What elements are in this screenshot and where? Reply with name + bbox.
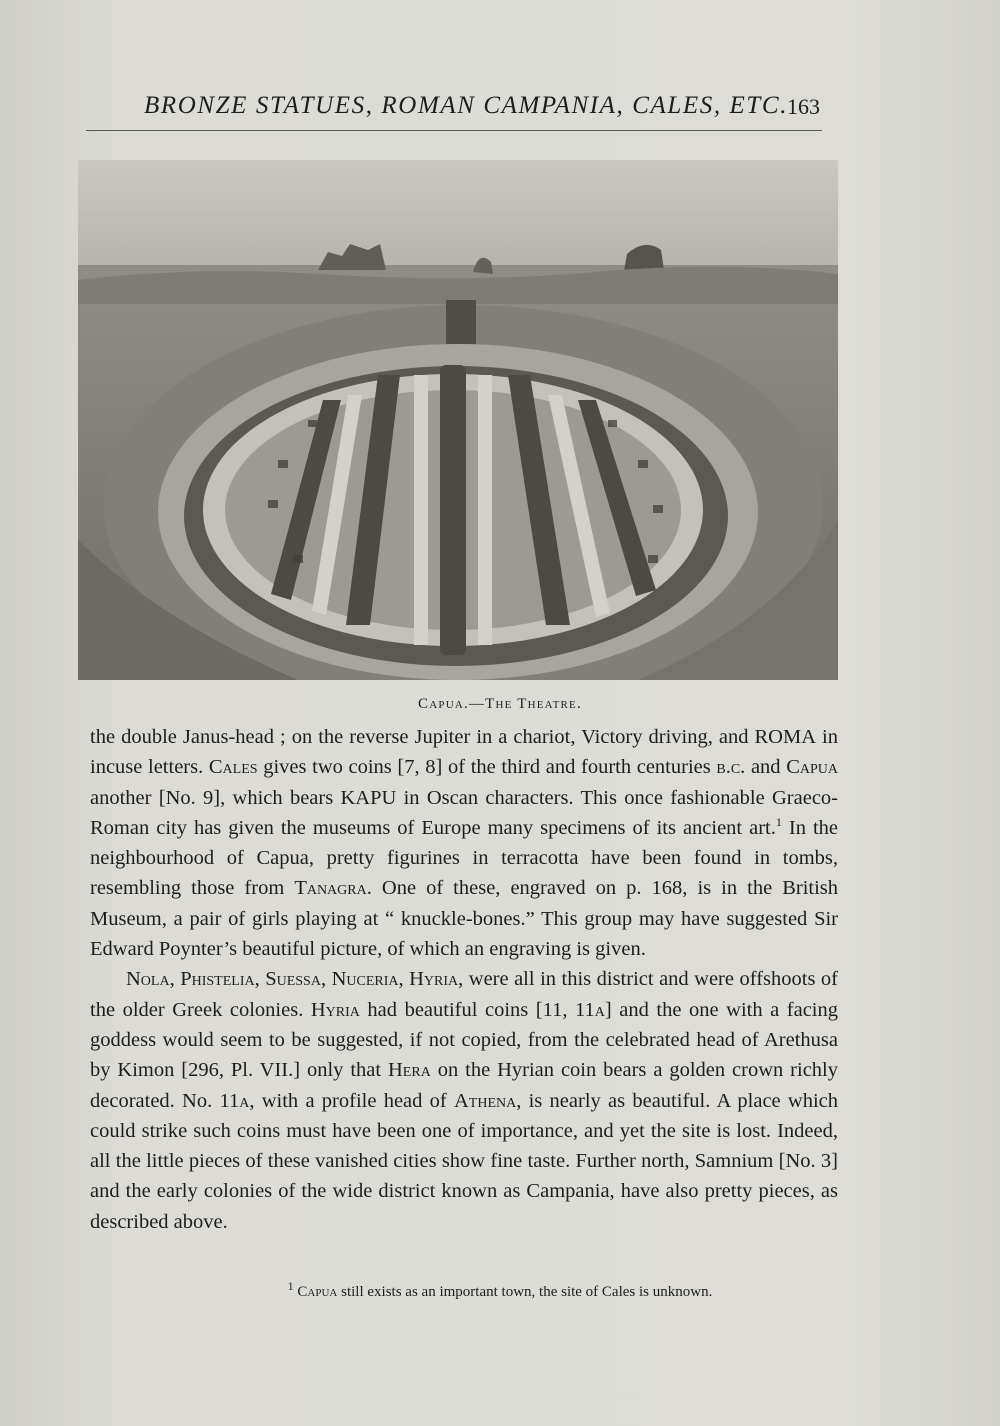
text-segment: ROMA bbox=[754, 726, 817, 748]
footnote bbox=[0, 1279, 1000, 1301]
text-segment: in incuse letters. bbox=[90, 726, 838, 779]
page-number: 163 bbox=[787, 94, 820, 119]
text-segment: Athena bbox=[453, 1089, 517, 1112]
paragraph bbox=[90, 964, 838, 1237]
figure-caption: Capua.—The Theatre. bbox=[418, 696, 582, 712]
text-segment: Hyria bbox=[310, 998, 360, 1021]
running-title: BRONZE STATUES, ROMAN CAMPANIA, CALES, ETC. bbox=[144, 92, 789, 119]
text-segment: ] and the one with a facing goddess would seem to be suggested, if not copied, from the celebrated head of Arethusa by Kimon [296, Pl. VII.] only that bbox=[90, 998, 838, 1082]
footnote-marker: 1 bbox=[287, 1279, 294, 1293]
amphitheatre-photograph bbox=[78, 160, 838, 680]
text-segment: Hera bbox=[388, 1059, 431, 1082]
text-segment: Capua bbox=[786, 756, 838, 779]
text-segment: , were all in this district and were offshoots of the older Greek colonies. bbox=[90, 968, 838, 1021]
text-segment: a bbox=[594, 998, 605, 1021]
text-segment: and bbox=[745, 756, 787, 779]
text-segment: Tanagra bbox=[294, 877, 367, 900]
body-text bbox=[90, 722, 838, 1237]
text-segment: Cales bbox=[208, 756, 258, 779]
text-segment: gives two coins [7, 8] of the third and fourth centuries bbox=[257, 756, 717, 779]
text-segment: In the neighbourhood of Capua, pretty figurines in terracotta have been found in tombs, resembling those from bbox=[90, 816, 838, 900]
text-segment: , is nearly as beautiful. A place which could strike such coins must have been one of importance, and yet the site is lost. Indeed, all the little pieces of these vanished cities show fine taste. Further north, Samnium [No. 3] and the early colonies of the wide district known as Campania, have also pretty pieces, as described above. bbox=[90, 1089, 838, 1233]
text-segment: a bbox=[239, 1089, 250, 1112]
text-segment: b.c. bbox=[716, 756, 746, 779]
paragraph bbox=[90, 722, 838, 964]
text-segment: the double Janus-head ; on the reverse Jupiter in a chariot, Victory driving, and bbox=[90, 726, 755, 748]
footnote-reference: 1 bbox=[775, 815, 782, 830]
footnote-text: still exists as an important town, the site of Cales is unknown. bbox=[337, 1284, 713, 1300]
running-head bbox=[86, 86, 822, 131]
text-segment: , with a profile head of bbox=[249, 1089, 454, 1112]
text-segment: Nola, Phistelia, Suessa, Nuceria, Hyria bbox=[126, 968, 459, 991]
text-segment: on the Hyrian coin bears a golden crown richly decorated. No. 11 bbox=[90, 1059, 838, 1112]
footnote-lead: Capua bbox=[297, 1284, 338, 1300]
text-segment: had beautiful coins [11, 11 bbox=[359, 998, 595, 1021]
text-segment: another [No. 9], which bears KAPU in Oscan characters. This once fashionable Graeco-Roman city has given the museums of Europe many specimens of its ancient art. bbox=[90, 786, 838, 839]
text-segment: . One of these, engraved on p. 168, is in the British Museum, a pair of girls playing at “ knuckle-bones.” This group may have suggested Sir Edward Poynter’s beautiful picture, of which an engraving is given. bbox=[90, 877, 839, 961]
